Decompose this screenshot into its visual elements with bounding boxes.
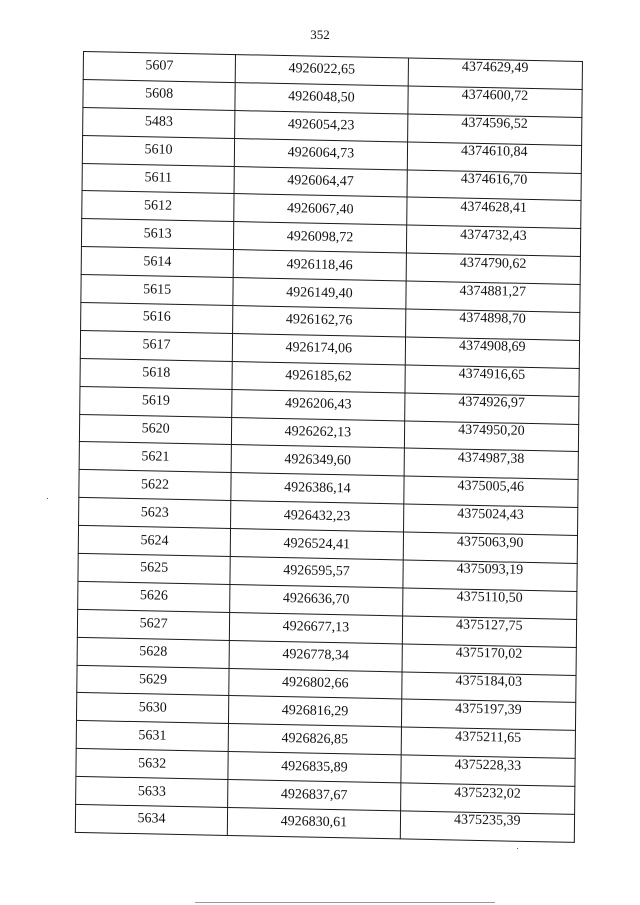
cell-value: 4926524,41 [283,535,351,552]
cell-value: 5619 [141,393,171,409]
point-number-cell [78,553,231,584]
cell-value: 4375170,02 [455,645,523,662]
y-coordinate-cell [406,197,581,228]
x-coordinate-cell [229,696,402,727]
x-coordinate-cell [230,584,403,615]
point-number-cell [81,219,234,250]
cell-value: 5626 [139,588,168,605]
cell-value: 4375024,43 [457,506,524,523]
cell-value: 5614 [143,253,172,270]
cell-value: 5615 [143,281,172,298]
cell-value: 5616 [142,309,171,326]
cell-value: 4374616,70 [460,171,528,188]
cell-value: 4926054,23 [287,117,355,134]
scan-artifact-bottom [517,848,518,849]
cell-value: 4926830,61 [280,814,348,831]
x-coordinate-cell [230,529,403,560]
y-coordinate-cell [405,365,580,396]
x-coordinate-cell [235,110,408,141]
cell-value: 4374926,97 [458,394,526,412]
point-number-cell [77,665,230,696]
cell-value: 4926064,47 [287,173,354,190]
point-number-cell [83,107,236,138]
y-coordinate-cell [401,727,576,758]
y-coordinate-cell [408,58,583,89]
cell-value: 5620 [141,421,170,437]
point-number-cell [83,52,236,83]
cell-value: 5624 [140,532,169,549]
x-coordinate-cell [233,278,406,309]
cell-value: 5623 [140,504,169,521]
point-number-cell [83,79,236,110]
y-coordinate-cell [407,86,582,117]
cell-value: 4926149,40 [286,284,353,301]
y-coordinate-cell [404,421,579,452]
cell-value: 4926162,76 [285,312,353,329]
cell-value: 4375211,65 [455,729,522,746]
cell-value: 5634 [137,811,166,828]
cell-value: 5617 [142,337,171,354]
x-coordinate-cell [233,306,406,337]
cell-value: 4926064,73 [287,145,355,162]
cell-value: 4374898,70 [459,311,526,328]
cell-value: 5633 [137,783,166,800]
cell-value: 4374600,72 [461,87,529,105]
cell-value: 4374950,20 [458,422,525,439]
cell-value: 4375110,50 [456,589,523,607]
cell-value: 4375228,33 [454,757,522,774]
cell-value: 4375232,02 [454,785,521,802]
cell-value: 5622 [141,476,170,493]
cell-value: 4375093,19 [456,561,524,579]
point-number-cell [76,693,229,724]
cell-value: 4926067,40 [286,200,354,218]
x-coordinate-cell [234,222,407,253]
point-number-cell [80,330,233,361]
cell-value: 4375063,90 [456,534,524,551]
y-coordinate-cell [404,393,579,424]
x-coordinate-cell [228,807,401,838]
page-number: 352 [310,27,330,42]
x-coordinate-cell [232,417,405,448]
cell-value: 5607 [145,58,174,75]
y-coordinate-cell [405,337,580,368]
cell-value: 4374987,38 [457,450,525,467]
point-number-cell [78,581,231,612]
x-coordinate-cell [232,361,405,392]
point-number-cell [82,135,235,166]
x-coordinate-cell [231,501,404,532]
x-coordinate-cell [228,724,401,755]
point-number-cell [80,386,233,417]
cell-value: 4926636,70 [282,591,350,608]
point-number-cell [79,470,232,501]
cell-value: 4926022,65 [288,61,356,78]
cell-value: 4374790,62 [459,255,527,272]
y-coordinate-cell [407,170,582,201]
cell-value: 4926174,06 [285,340,353,357]
x-coordinate-cell [228,780,401,811]
cell-value: 5628 [139,644,168,660]
y-coordinate-cell [403,560,578,591]
x-coordinate-cell [235,82,408,113]
cell-value: 5618 [142,365,171,382]
cell-value: 5630 [138,700,167,716]
cell-value: 4926262,13 [284,424,352,441]
cell-value: 4926816,29 [281,702,349,720]
point-number-cell [75,804,228,835]
y-coordinate-cell [404,448,579,479]
point-number-cell [76,749,229,780]
point-number-cell [81,247,234,278]
cell-value: 5632 [138,755,167,772]
cell-value: 5627 [139,616,168,632]
y-coordinate-cell [402,616,577,647]
y-coordinate-cell [403,504,578,535]
x-coordinate-cell [229,668,402,699]
point-number-cell [80,358,233,389]
cell-value: 5610 [144,142,173,158]
cell-value: 4926802,66 [281,675,349,692]
y-coordinate-cell [400,755,575,786]
cell-value: 4374596,52 [461,115,528,133]
cell-value: 4926826,85 [281,730,349,748]
x-coordinate-cell [234,194,407,225]
point-number-cell [82,163,235,194]
cell-value: 4374908,69 [458,338,526,356]
x-coordinate-cell [231,445,404,476]
coordinates-table [75,51,583,843]
x-coordinate-cell [230,557,403,588]
cell-value: 5629 [138,672,168,688]
y-coordinate-cell [406,253,581,284]
point-number-cell [82,191,235,222]
point-number-cell [76,777,229,808]
cell-value: 4926048,50 [288,89,355,106]
cell-value: 4926677,13 [282,619,350,636]
point-number-cell [79,414,232,445]
cell-value: 4375184,03 [455,673,523,690]
cell-value: 5608 [145,86,174,103]
scan-artifact-edge [195,902,495,903]
cell-value: 5483 [144,114,173,131]
cell-value: 4375005,46 [457,478,525,495]
cell-value: 5613 [143,226,172,242]
y-coordinate-cell [406,225,581,256]
x-coordinate-cell [235,55,408,86]
y-coordinate-cell [405,309,580,340]
y-coordinate-cell [402,588,577,619]
cell-value: 4374916,65 [458,366,526,384]
cell-value: 4375127,75 [456,617,523,635]
y-coordinate-cell [401,699,576,730]
x-coordinate-cell [231,473,404,504]
y-coordinate-cell [401,672,576,703]
x-coordinate-cell [229,640,402,671]
cell-value: 4375197,39 [455,701,522,718]
cell-value: 5612 [143,198,173,214]
scan-artifact-left [47,498,48,499]
cell-value: 5611 [144,170,173,186]
cell-value: 4374629,49 [461,60,529,77]
y-coordinate-cell [403,532,578,563]
cell-value: 5621 [141,449,170,465]
cell-value: 4926835,89 [281,758,348,776]
cell-value: 4926349,60 [284,451,351,469]
cell-value: 4926837,67 [280,786,348,803]
point-number-cell [81,302,234,333]
cell-value: 4926595,57 [283,563,350,580]
point-number-cell [81,275,234,306]
cell-value: 5625 [140,560,169,577]
cell-value: 4926386,14 [284,479,351,497]
y-coordinate-cell [407,142,582,173]
point-number-cell [77,637,230,668]
point-number-cell [79,498,232,529]
cell-value: 4926206,43 [284,396,352,413]
y-coordinate-cell [400,811,575,842]
y-coordinate-cell [400,783,575,814]
point-number-cell [79,442,232,473]
table-body [75,52,582,843]
cell-value: 4926432,23 [283,507,351,525]
x-coordinate-cell [233,250,406,281]
y-coordinate-cell [405,281,580,312]
cell-value: 4374628,41 [460,199,528,216]
cell-value: 4926098,72 [286,228,354,246]
x-coordinate-cell [230,612,403,643]
x-coordinate-cell [232,333,405,364]
y-coordinate-cell [403,476,578,507]
cell-value: 4926118,46 [286,256,353,274]
cell-value: 5631 [138,727,167,744]
cell-value: 4374732,43 [460,227,527,244]
cell-value: 4926778,34 [282,647,349,664]
cell-value: 4374881,27 [459,283,527,300]
x-coordinate-cell [228,752,401,783]
cell-value: 4375235,39 [453,812,521,830]
y-coordinate-cell [407,114,582,145]
cell-value: 4374610,84 [460,143,528,161]
x-coordinate-cell [234,166,407,197]
x-coordinate-cell [232,389,405,420]
cell-value: 4926185,62 [285,368,352,385]
point-number-cell [76,721,229,752]
point-number-cell [77,609,230,640]
x-coordinate-cell [235,138,408,169]
point-number-cell [78,526,231,557]
y-coordinate-cell [402,644,577,675]
